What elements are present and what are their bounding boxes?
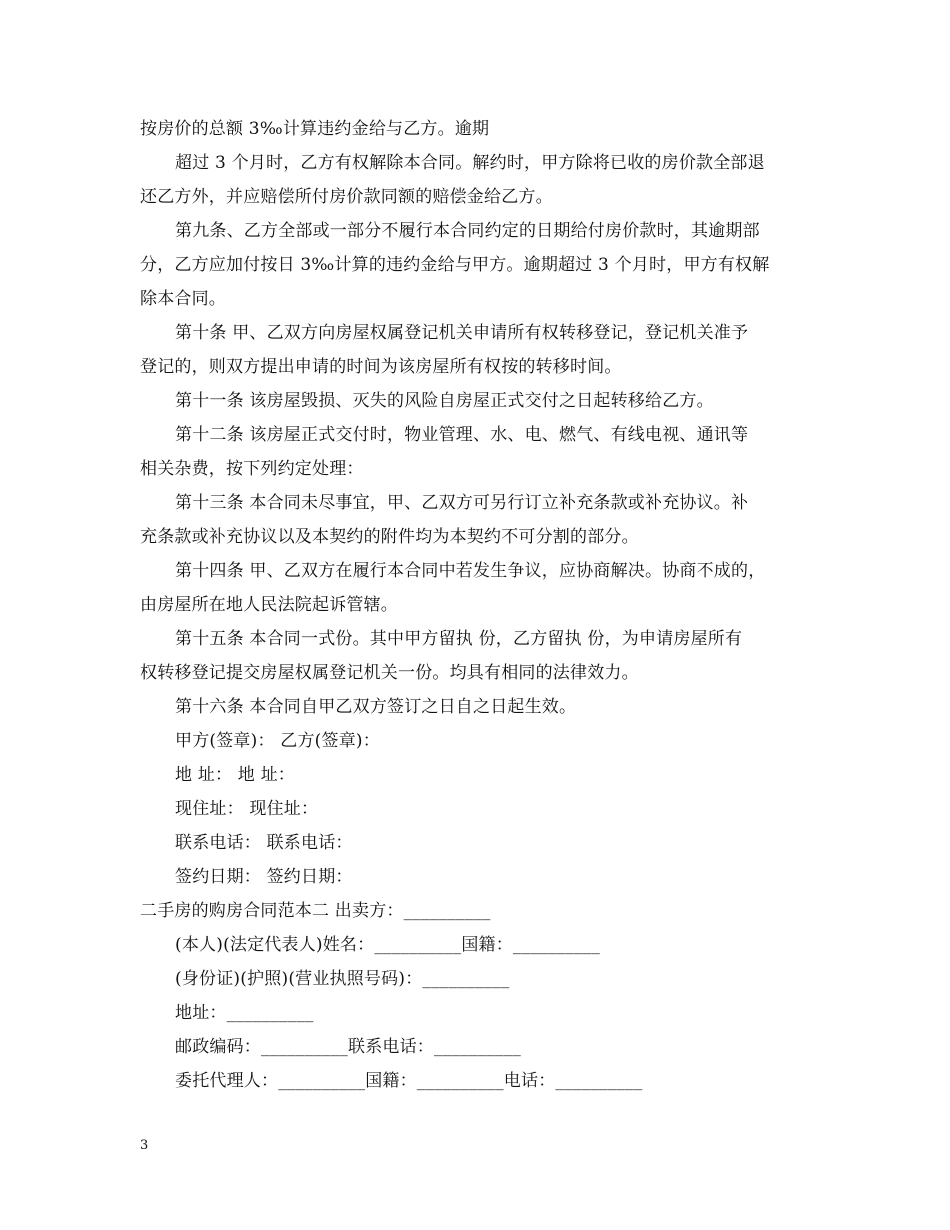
text-line-18: 第十六条 本合同自甲乙双方签订之日自之日起生效。: [175, 697, 577, 717]
sign-date-line: 签约日期： 签约日期：: [175, 867, 353, 887]
text-line-11: 相关杂费，按下列约定处理：: [140, 459, 364, 479]
seller-address-line: 地址：__________: [175, 1003, 314, 1023]
text-line-14: 第十四条 甲、乙双方在履行本合同中若发生争议，应协商解决。协商不成的，: [175, 561, 766, 581]
text-line-15: 由房屋所在地人民法院起诉管辖。: [140, 595, 398, 615]
signature-party-line: 甲方(签章)： 乙方(签章)：: [175, 731, 380, 751]
text-line-2: 超过 3 个月时，乙方有权解除本合同。解约时，甲方除将已收的房价款全部退: [175, 153, 765, 173]
text-line-6: 除本合同。: [140, 289, 226, 309]
address-line: 地 址： 地 址：: [175, 765, 296, 785]
seller-id-line: (身份证)(护照)(营业执照号码)：__________: [175, 969, 510, 989]
text-line-5: 分，乙方应加付按日 3‰计算的违约金给与甲方。逾期超过 3 个月时，甲方有权解: [140, 255, 770, 275]
section-title-line: 二手房的购房合同范本二 出卖方：__________: [140, 901, 491, 921]
phone-line: 联系电话： 联系电话：: [175, 833, 353, 853]
text-line-12: 第十三条 本合同未尽事宜，甲、乙双方可另行订立补充条款或补充协议。补: [175, 493, 749, 513]
current-address-line: 现住址： 现住址：: [175, 799, 319, 819]
text-line-8: 登记的，则双方提出申请的时间为该房屋所有权按的转移时间。: [140, 357, 622, 377]
text-line-17: 权转移登记提交房屋权属登记机关一份。均具有相同的法律效力。: [140, 663, 639, 683]
text-line-3: 还乙方外，并应赔偿所付房价款同额的赔偿金给乙方。: [140, 187, 553, 207]
seller-name-line: (本人)(法定代表人)姓名：__________国籍：__________: [175, 935, 600, 955]
seller-postal-line: 邮政编码：__________联系电话：__________: [175, 1037, 521, 1057]
text-line-16: 第十五条 本合同一式份。其中甲方留执 份，乙方留执 份，为申请房屋所有: [175, 629, 743, 649]
text-line-10: 第十二条 该房屋正式交付时，物业管理、水、电、燃气、有线电视、通讯等: [175, 425, 749, 445]
text-line-1: 按房价的总额 3‰计算违约金给与乙方。逾期: [140, 119, 490, 139]
text-line-9: 第十一条 该房屋毁损、灭失的风险自房屋正式交付之日起转移给乙方。: [175, 391, 714, 411]
text-line-7: 第十条 甲、乙双方向房屋权属登记机关申请所有权转移登记，登记机关准予: [175, 323, 749, 343]
page-number: 3: [140, 1138, 149, 1153]
agent-line: 委托代理人：__________国籍：__________电话：__________: [175, 1071, 643, 1091]
text-line-13: 充条款或补充协议以及本契约的附件均为本契约不可分割的部分。: [140, 527, 639, 547]
text-line-4: 第九条、乙方全部或一部分不履行本合同约定的日期给付房价款时，其逾期部: [175, 221, 760, 241]
